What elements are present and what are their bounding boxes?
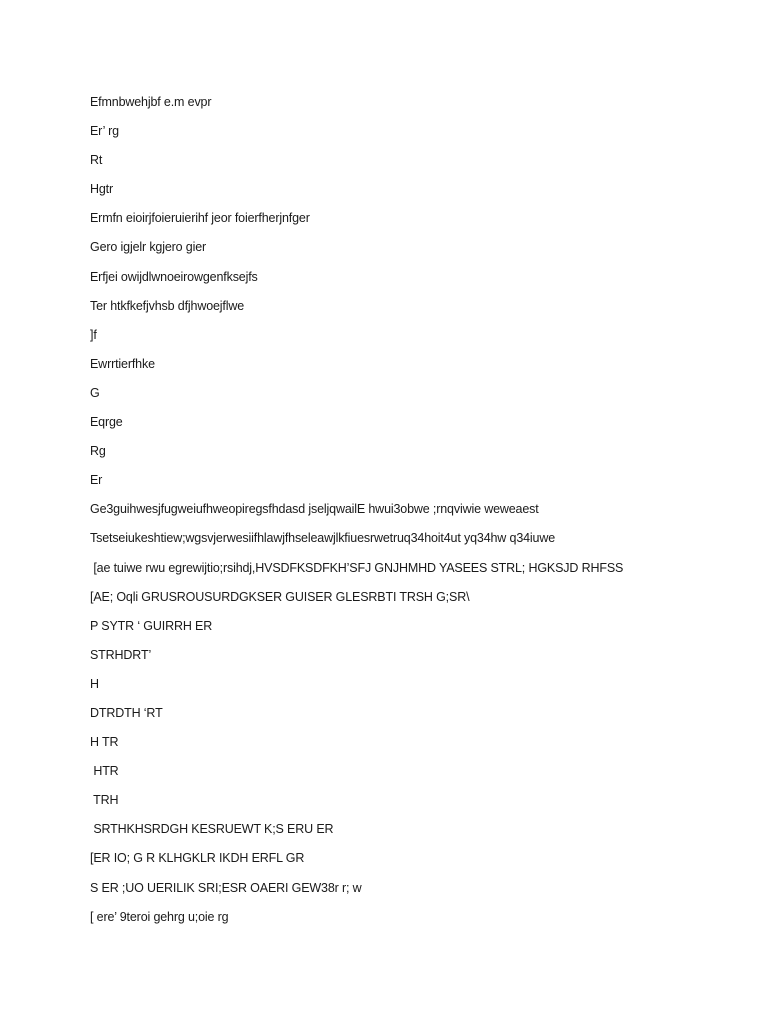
text-line: HTR — [90, 764, 119, 779]
text-line: ]f — [90, 327, 97, 342]
text-line: Ter htkfkefjvhsb dfjhwoejflwe — [90, 298, 245, 313]
text-line: Tsetseiukeshtiew;wgsvjerwesiifhlawjfhseleawjlkfiuesrwetruq34hoit4ut yq34hw q34iuwe — [90, 531, 556, 546]
text-line: Eqrge — [90, 415, 123, 430]
text-line: H TR — [90, 735, 119, 750]
text-line: SRTHKHSRDGH KESRUEWT K;S ERU ER — [90, 822, 334, 837]
text-line: Hgtr — [90, 182, 114, 197]
text-line: Efmnbwehjbf e.m evpr — [90, 95, 212, 109]
text-line: Erfjei owijdlwnoeirowgenfksejfs — [90, 269, 258, 284]
text-line: Ge3guihwesjfugweiufhweopiregsfhdasd jseljqwailE hwui3obwe ;rnqviwie weweaest — [90, 502, 539, 517]
text-line: DTRDTH ‘RT — [90, 705, 163, 720]
text-line: S ER ;UO UERILIK SRI;ESR OAERI GEW38r r; w — [90, 880, 362, 895]
text-line: Er’ rg — [90, 124, 119, 139]
text-line: Rg — [90, 444, 106, 459]
text-line: Ermfn eioirjfoieruierihf jeor foierfherjnfger — [90, 211, 310, 226]
text-line: [ae tuiwe rwu egrewijtio;rsihdj,HVSDFKSDFKH’SFJ GNJHMHD YASEES STRL; HGKSJD RHFSS — [90, 560, 624, 575]
text-line: H — [90, 676, 99, 691]
text-line: [ ere’ 9teroi gehrg u;oie rg — [90, 909, 229, 924]
text-line: Gero igjelr kgjero gier — [90, 240, 207, 255]
text-line: [AE; Oqli GRUSROUSURDGKSER GUISER GLESRBTI TRSH G;SR\ — [90, 589, 470, 604]
text-line: Rt — [90, 153, 103, 168]
text-line: [ER IO; G R KLHGKLR IKDH ERFL GR — [90, 851, 305, 866]
text-line: Ewrrtierfhke — [90, 356, 155, 371]
text-line: TRH — [90, 793, 119, 808]
text-line: G — [90, 385, 100, 400]
document-body — [90, 92, 730, 936]
text-line: STRHDRT’ — [90, 647, 152, 662]
text-line: P SYTR ‘ GUIRRH ER — [90, 618, 213, 633]
text-line: Er — [90, 473, 103, 488]
